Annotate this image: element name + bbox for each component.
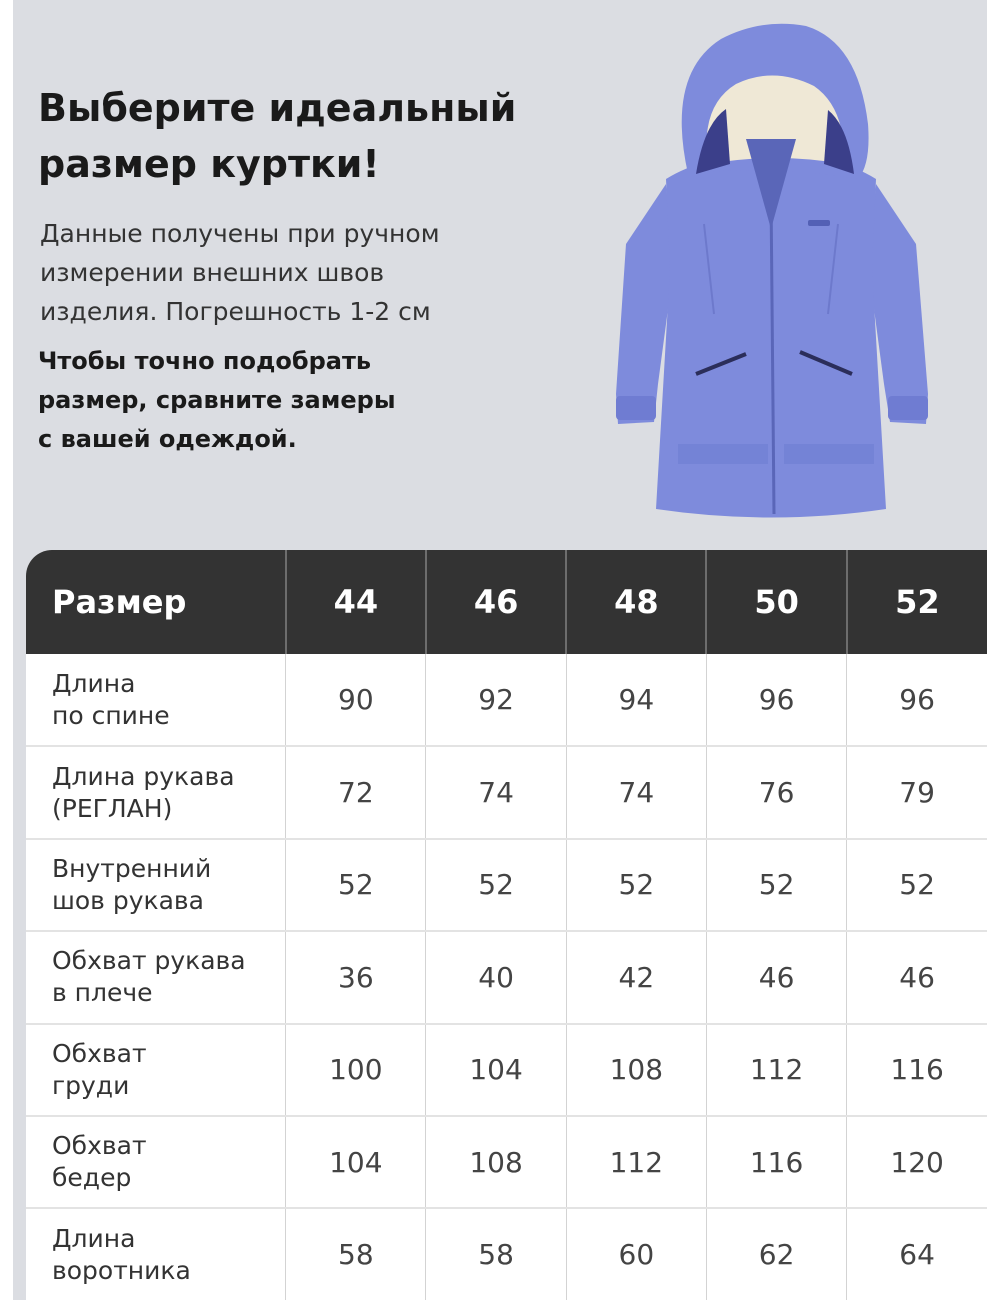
table-row [26, 1116, 987, 1208]
table-row [26, 839, 987, 931]
table-cell: 94 [566, 654, 706, 746]
row-label [26, 1024, 286, 1116]
table-cell: 74 [566, 746, 706, 838]
left-cuff [616, 396, 656, 420]
size-table [26, 550, 987, 1300]
note-line-3: с вашей одеждой. [38, 425, 297, 453]
subtitle-line-3: изделия. Погрешность 1-2 см [40, 297, 431, 326]
table-cell: 104 [286, 1116, 426, 1208]
row-label [26, 654, 286, 746]
row-label-line: шов рукава [52, 885, 204, 915]
row-label-line: Обхват [52, 1131, 147, 1161]
table-cell: 52 [847, 839, 987, 931]
size-header-cell: 46 [426, 550, 566, 654]
subtitle-line-1: Данные получены при ручном [40, 219, 440, 248]
table-cell: 42 [566, 931, 706, 1023]
table-cell: 76 [706, 746, 846, 838]
left-flap-pocket [678, 444, 768, 464]
table-cell: 116 [847, 1024, 987, 1116]
table-cell: 100 [286, 1024, 426, 1116]
brand-badge-icon [808, 220, 830, 226]
table-cell: 62 [706, 1208, 846, 1300]
note-line-1: Чтобы точно подобрать [38, 347, 372, 375]
table-cell: 40 [426, 931, 566, 1023]
row-label [26, 931, 286, 1023]
row-label [26, 839, 286, 931]
table-cell: 112 [706, 1024, 846, 1116]
table-cell: 52 [566, 839, 706, 931]
row-label-line: груди [52, 1070, 130, 1100]
row-label [26, 1208, 286, 1300]
row-label-line: Обхват рукава [52, 946, 246, 976]
table-row [26, 931, 987, 1023]
table-cell: 60 [566, 1208, 706, 1300]
row-label-line: в плече [52, 978, 153, 1008]
table-cell: 36 [286, 931, 426, 1023]
size-header-cell: 48 [566, 550, 706, 654]
row-label [26, 1116, 286, 1208]
table-cell: 108 [566, 1024, 706, 1116]
table-cell: 46 [847, 931, 987, 1023]
note-line-2: размер, сравните замеры [38, 386, 396, 414]
subtitle-line-2: измерении внешних швов [40, 258, 385, 287]
title-line-1: Выберите идеальный [38, 86, 517, 130]
table-cell: 74 [426, 746, 566, 838]
table-cell: 120 [847, 1116, 987, 1208]
row-label-line: по спине [52, 700, 170, 730]
right-flap-pocket [784, 444, 874, 464]
measurement-info [40, 214, 500, 331]
table-cell: 52 [706, 839, 846, 931]
row-label-line: Внутренний [52, 853, 212, 883]
row-label-line: Длина рукава [52, 761, 235, 791]
size-header-cell: 52 [847, 550, 987, 654]
table-cell: 79 [847, 746, 987, 838]
table-cell: 108 [426, 1116, 566, 1208]
table-cell: 64 [847, 1208, 987, 1300]
fit-advice [38, 342, 458, 459]
table-cell: 104 [426, 1024, 566, 1116]
size-header-row [26, 550, 987, 654]
table-cell: 58 [286, 1208, 426, 1300]
row-label-line: Обхват [52, 1038, 147, 1068]
table-row [26, 746, 987, 838]
table-cell: 72 [286, 746, 426, 838]
table-cell: 90 [286, 654, 426, 746]
table-row [26, 1208, 987, 1300]
table-cell: 112 [566, 1116, 706, 1208]
table-cell: 46 [706, 931, 846, 1023]
row-label-line: Длина [52, 1223, 136, 1253]
row-label-line: бедер [52, 1163, 132, 1193]
table-cell: 96 [847, 654, 987, 746]
table-cell: 96 [706, 654, 846, 746]
size-chart [26, 550, 987, 1300]
row-label-line: Длина [52, 668, 136, 698]
title-line-2: размер куртки! [38, 142, 380, 186]
table-cell: 52 [426, 839, 566, 931]
row-label-line: (РЕГЛАН) [52, 793, 173, 823]
table-cell: 58 [426, 1208, 566, 1300]
size-header-label: Размер [26, 550, 286, 654]
parka-jacket-icon [596, 14, 946, 524]
size-header-cell: 44 [286, 550, 426, 654]
page-title [38, 80, 558, 192]
size-header-cell: 50 [706, 550, 846, 654]
table-row [26, 1024, 987, 1116]
right-cuff [888, 396, 928, 420]
row-label [26, 746, 286, 838]
table-cell: 52 [286, 839, 426, 931]
table-cell: 116 [706, 1116, 846, 1208]
table-row [26, 654, 987, 746]
table-cell: 92 [426, 654, 566, 746]
row-label-line: воротника [52, 1255, 191, 1285]
